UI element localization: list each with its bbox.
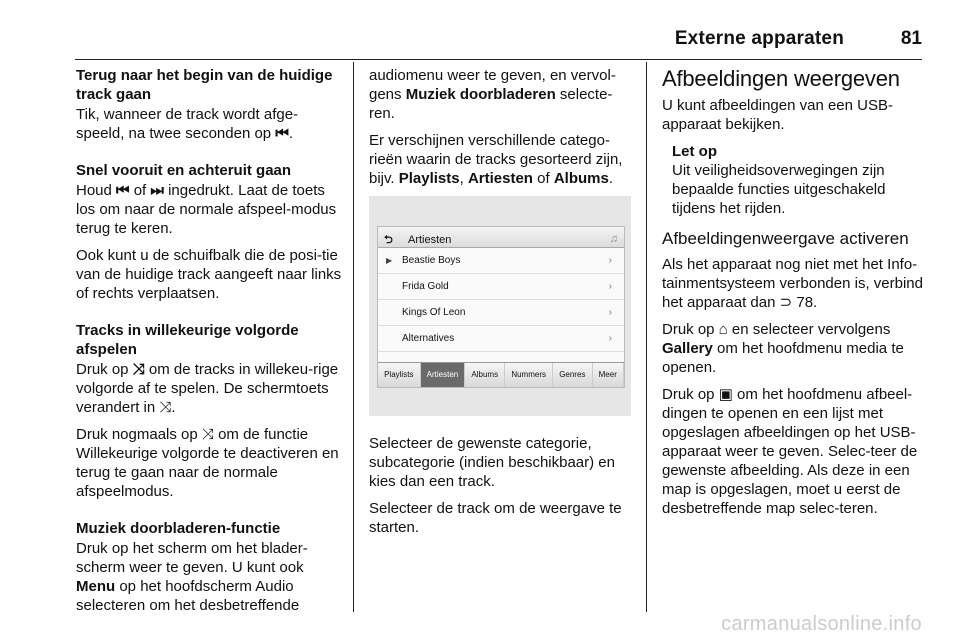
skip-forward-icon: ⏭ bbox=[150, 182, 164, 199]
screenshot-figure bbox=[369, 196, 631, 416]
chevron-right-icon: › bbox=[608, 307, 612, 318]
shuffle-off-icon: ⤨ bbox=[159, 399, 172, 416]
shuffle-icon: ⤨ bbox=[132, 361, 145, 378]
cross-reference: ⊃ 78. bbox=[779, 294, 818, 311]
infotainment-screen bbox=[377, 226, 625, 388]
tab-nummers[interactable]: Nummers bbox=[505, 363, 553, 387]
shuffle-off-icon: ⤨ bbox=[201, 426, 214, 443]
paragraph: Ook kunt u de schuifbalk die de posi-tie van de huidige track aangeeft naar links of rechts verplaatsen. bbox=[76, 247, 342, 302]
paragraph: Er verschijnen verschillende catego-rieën waarin de tracks gesorteerd zijn, bijv. Playlists, Artiesten of Albums. bbox=[369, 132, 623, 187]
tab-artiesten[interactable]: Artiesten bbox=[421, 363, 466, 387]
paragraph: Selecteer de track om de weergave te starten. bbox=[369, 500, 622, 536]
column-2 bbox=[369, 66, 635, 545]
page-header bbox=[75, 22, 922, 58]
picture-icon: ▣ bbox=[718, 386, 733, 403]
screen-title: Artiesten bbox=[408, 234, 452, 246]
paragraph: Druk op ⤨ om de tracks in willekeu-rige volgorde af te spelen. De schermtoets verandert in ⤨. bbox=[76, 361, 339, 416]
list-item[interactable]: Kings Of Leon › bbox=[378, 300, 624, 326]
music-note-icon: ♫ bbox=[609, 233, 618, 245]
paragraph: Druk op ▣ om het hoofdmenu afbeel-dingen te openen en een lijst met opgeslagen afbeeldingen op het USB-apparaat weer te geven. Selec-teer de gewenste afbeelding. Als deze in een map is opgeslagen, moet u eerst de desbetreffende map selec-teren. bbox=[662, 386, 918, 517]
section-title: Afbeeldingen weergeven bbox=[662, 66, 900, 91]
screen-title-bar bbox=[378, 227, 624, 248]
tab-playlists[interactable]: Playlists bbox=[378, 363, 421, 387]
watermark: carmanualsonline.info bbox=[721, 613, 922, 635]
paragraph: Druk op ⌂ en selecteer vervolgens Gallery om het hoofdmenu media te openen. bbox=[662, 321, 904, 376]
skip-back-icon: ⏮ bbox=[116, 182, 130, 199]
page-number: 81 bbox=[900, 28, 922, 49]
tab-genres[interactable]: Genres bbox=[553, 363, 592, 387]
section-heading: Snel vooruit en achteruit gaan bbox=[76, 162, 292, 179]
column-1 bbox=[76, 66, 342, 623]
paragraph: Druk nogmaals op ⤨ om de functie Willekeurige volgorde te deactiveren en terug te gaan naar de normale afspeelmodus. bbox=[76, 426, 339, 500]
section-heading: Terug naar het begin van de huidige track gaan bbox=[76, 67, 333, 103]
section-heading: Tracks in willekeurige volgorde afspelen bbox=[76, 322, 299, 358]
home-icon: ⌂ bbox=[718, 321, 728, 338]
chevron-right-icon: › bbox=[608, 255, 612, 266]
chevron-right-icon: › bbox=[608, 281, 612, 292]
column-3 bbox=[662, 66, 928, 526]
paragraph: Druk op het scherm om het blader-scherm weer te geven. U kunt ook Menu op het hoofdscherm Audio selecteren om het desbetreffende bbox=[76, 540, 308, 614]
tab-albums[interactable]: Albums bbox=[465, 363, 505, 387]
back-arrow-icon[interactable]: ⮌ bbox=[384, 234, 393, 246]
column-divider-1 bbox=[353, 62, 354, 612]
paragraph: U kunt afbeeldingen van een USB-apparaat bekijken. bbox=[662, 97, 893, 133]
chevron-right-icon: › bbox=[608, 333, 612, 344]
list-item[interactable]: Frida Gold › bbox=[378, 274, 624, 300]
note-box bbox=[672, 142, 928, 218]
category-tabs bbox=[378, 362, 624, 387]
paragraph: Tik, wanneer de track wordt afge-speeld, na twee seconden op ⏮. bbox=[76, 106, 299, 142]
play-marker-icon: ▶ bbox=[386, 256, 393, 265]
note-title: Let op bbox=[672, 143, 717, 160]
tab-meer[interactable]: Meer bbox=[593, 363, 624, 387]
skip-back-icon: ⏮ bbox=[275, 125, 289, 142]
column-divider-2 bbox=[646, 62, 647, 612]
paragraph: Houd ⏮ of ⏭ ingedrukt. Laat de toets los om naar de normale afspeel-modus terug te keren. bbox=[76, 182, 337, 237]
section-heading: Muziek doorbladeren-functie bbox=[76, 520, 281, 537]
paragraph: Selecteer de gewenste categorie, subcategorie (indien beschikbaar) en kies dan een track. bbox=[369, 435, 615, 490]
paragraph: audiomenu weer te geven, en vervol-gens Muziek doorbladeren selecte-ren. bbox=[369, 67, 616, 122]
note-text: Uit veiligheidsoverwegingen zijn bepaalde functies uitgeschakeld tijdens het rijden. bbox=[672, 162, 886, 217]
list-item[interactable]: Alternatives › bbox=[378, 326, 624, 352]
subsection-title: Afbeeldingenweergave activeren bbox=[662, 229, 909, 248]
paragraph: Als het apparaat nog niet met het Info-tainmentsysteem verbonden is, verbind het apparaat dan ⊃ 78. bbox=[662, 256, 923, 311]
page-title: Externe apparaten bbox=[674, 28, 844, 49]
header-rule bbox=[75, 59, 922, 60]
list-item[interactable]: ▶ Beastie Boys › bbox=[378, 248, 624, 274]
